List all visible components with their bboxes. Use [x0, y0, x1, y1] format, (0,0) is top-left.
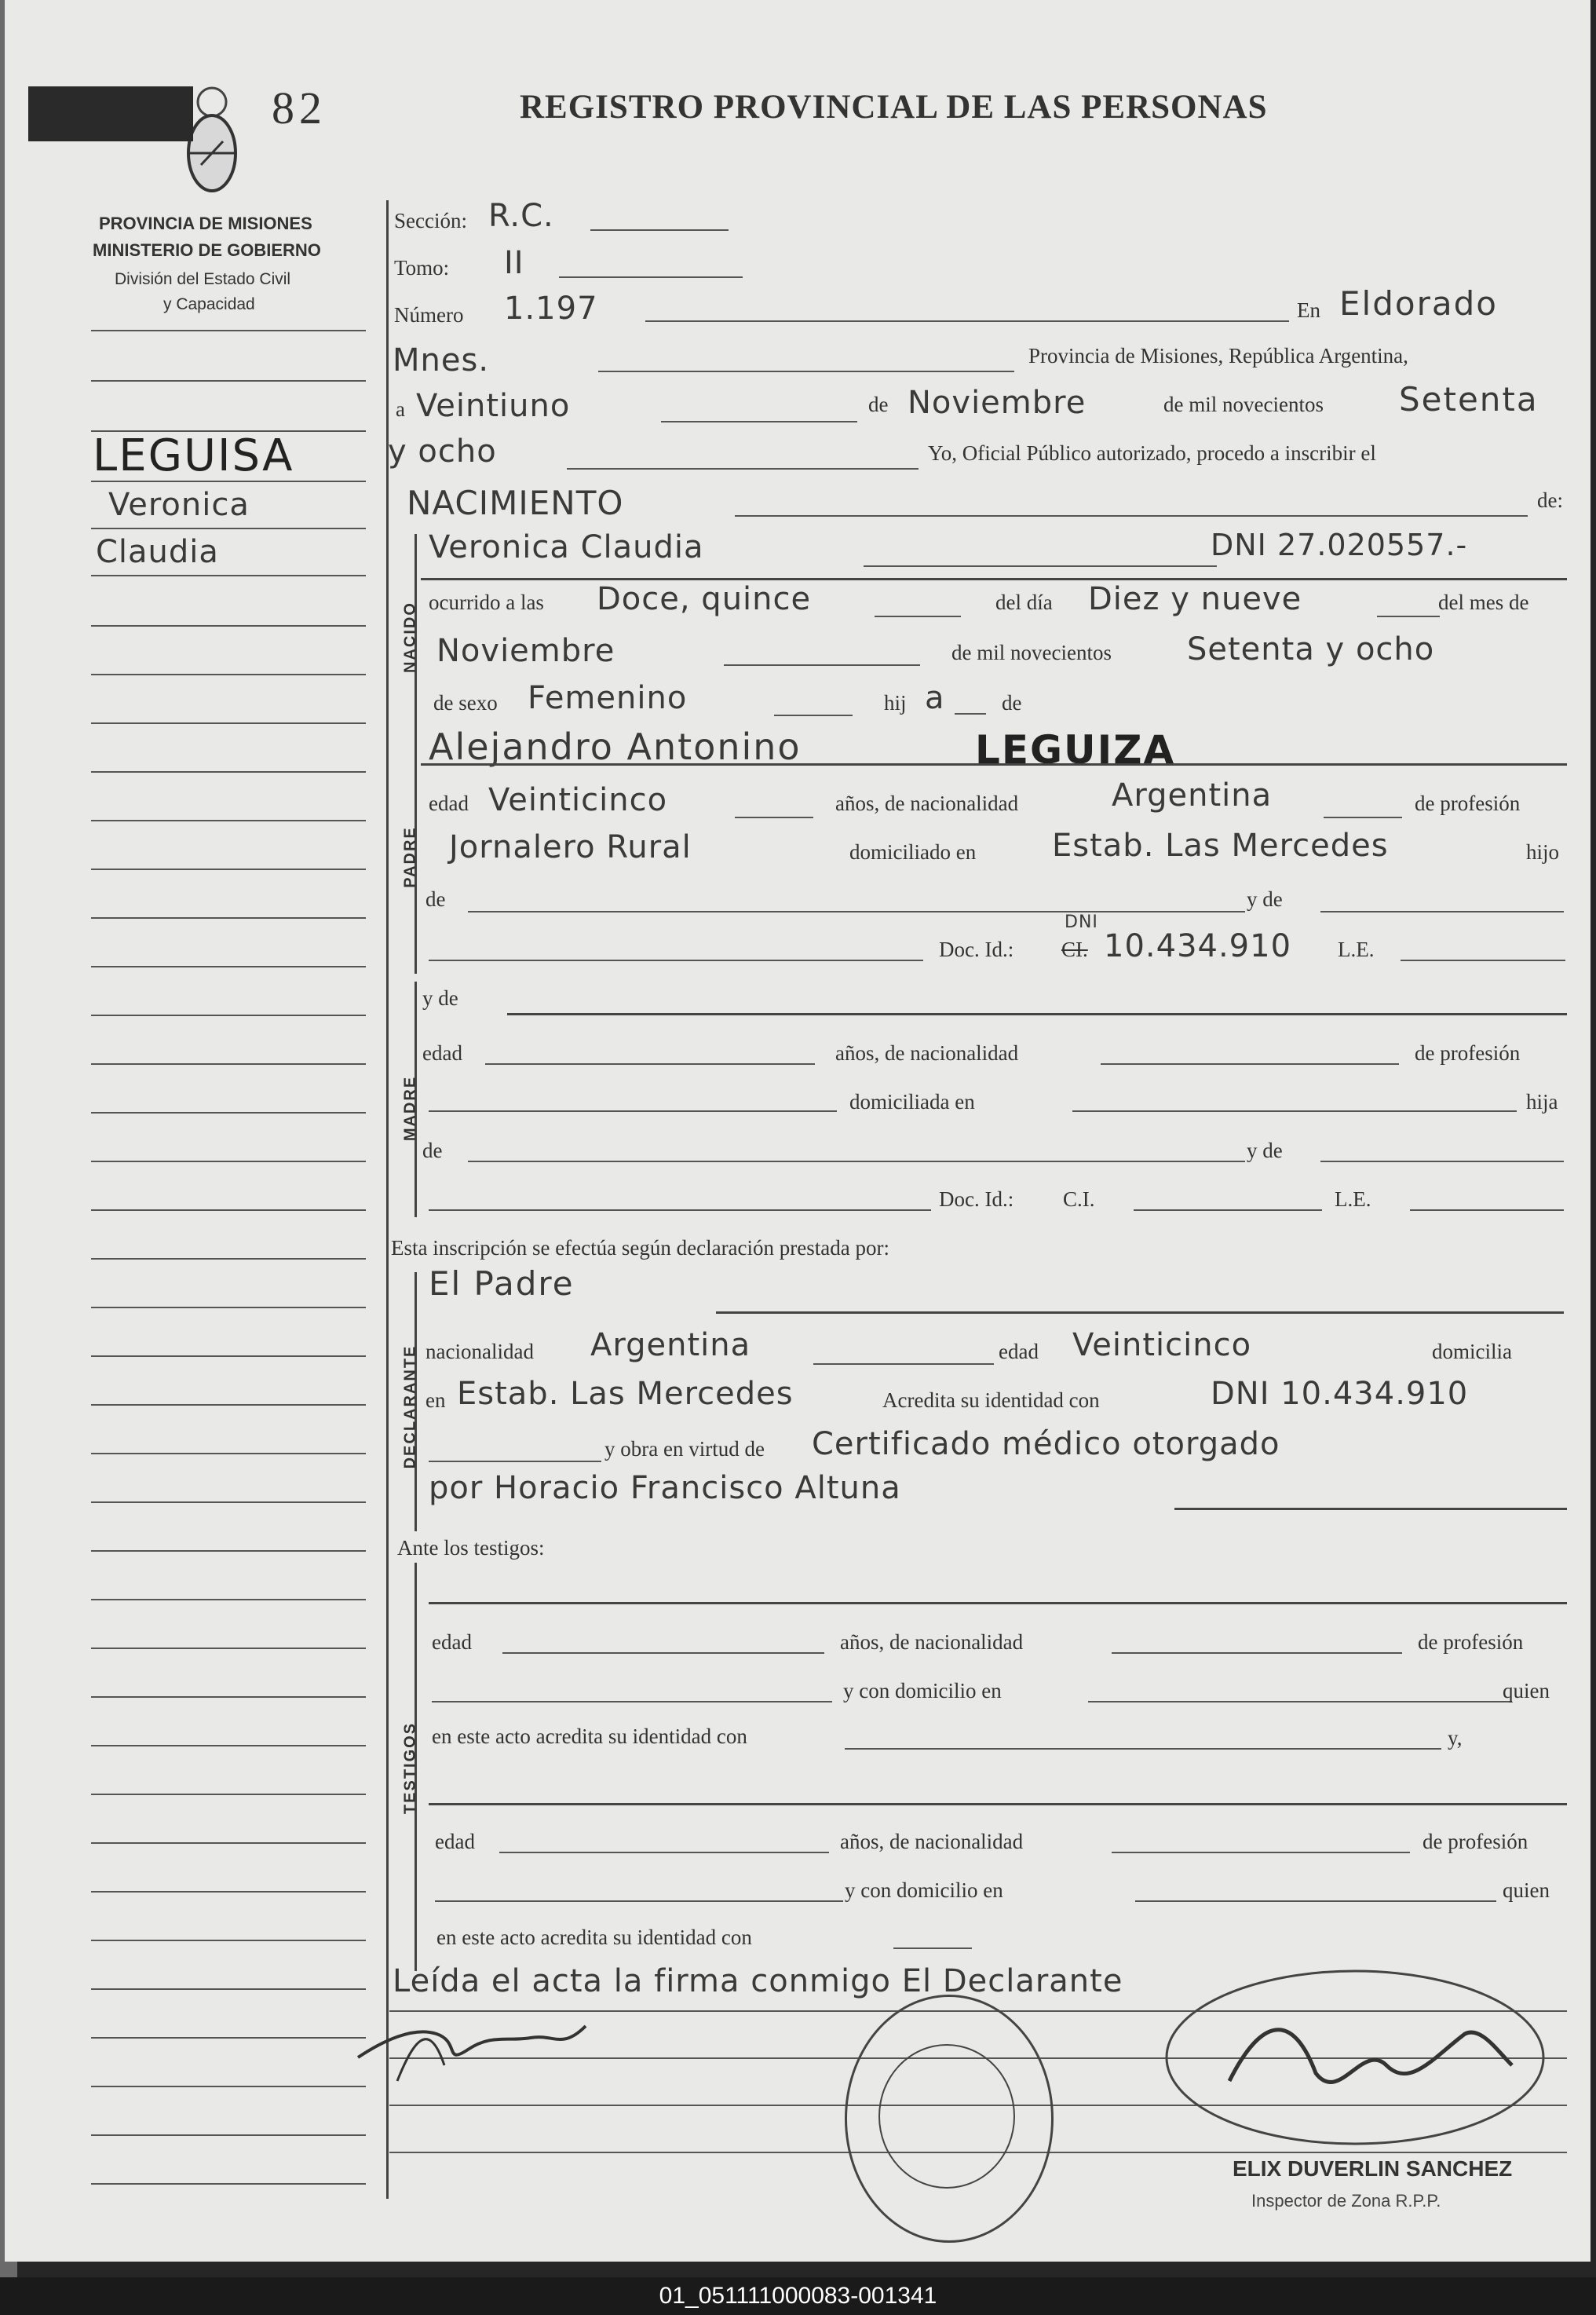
testigos-section-label: TESTIGOS	[401, 1721, 419, 1815]
declaracion-intro: Esta inscripción se efectúa según declaración prestada por:	[391, 1236, 889, 1260]
mother-dom-label: domiciliada en	[849, 1090, 975, 1114]
child-doc-number: DNI 27.020557.-	[1211, 528, 1468, 562]
division-line-1: División del Estado Civil	[115, 270, 291, 288]
witness1-y-label: y,	[1448, 1726, 1463, 1750]
de-colon-label: de:	[1537, 488, 1563, 512]
scan-footer	[0, 2277, 1596, 2315]
certificate-value-2: por Horacio Francisco Altuna	[429, 1470, 901, 1506]
scan-id: 01_051111000083-001341	[659, 2283, 937, 2309]
testigos-intro: Ante los testigos:	[397, 1536, 545, 1560]
father-prof-label: de profesión	[1415, 792, 1521, 815]
seccion-label: Sección:	[394, 209, 467, 232]
en-label: En	[1297, 298, 1320, 322]
hij-de-label: de	[1002, 691, 1022, 715]
witness1-quien-label: quien	[1503, 1679, 1550, 1702]
coat-of-arms-emblem	[187, 79, 237, 196]
division-line-2: y Capacidad	[163, 295, 255, 313]
margin-first-name: Veronica	[108, 487, 250, 523]
birth-day-value: Diez y nueve	[1088, 581, 1302, 617]
official-seal	[845, 1995, 1054, 2243]
mother-ci-label: C.I.	[1063, 1187, 1095, 1211]
father-nac-value: Argentina	[1112, 777, 1273, 814]
birth-time-value: Doce, quince	[597, 581, 812, 617]
witness1-edad-label: edad	[432, 1630, 472, 1654]
witness1-dom-label: y con domicilio en	[843, 1679, 1002, 1702]
tomo-value: II	[504, 245, 524, 281]
declarante-section-label: DECLARANTE	[401, 1344, 419, 1469]
declarante-dom-value: Estab. Las Mercedes	[457, 1376, 794, 1412]
witness2-edad-label: edad	[435, 1830, 475, 1853]
witness1-nac-label: años, de nacionalidad	[840, 1630, 1024, 1654]
father-prof-value: Jornalero Rural	[449, 829, 692, 865]
father-doc-number: 10.434.910	[1104, 928, 1292, 964]
month-value: Noviembre	[908, 385, 1087, 421]
declarante-domicilia-label: domicilia	[1432, 1340, 1512, 1363]
witness2-quien-label: quien	[1503, 1878, 1550, 1902]
seccion-value: R.C.	[488, 198, 554, 234]
father-de-label: de	[425, 887, 446, 911]
mother-edad-label: edad	[422, 1041, 462, 1065]
father-le-label: L.E.	[1338, 938, 1375, 961]
mother-nac-label: años, de nacionalidad	[835, 1041, 1019, 1065]
ministry-name: MINISTERIO DE GOBIERNO	[93, 240, 321, 260]
padre-section-label: PADRE	[401, 826, 419, 888]
mother-de-label: de	[422, 1139, 443, 1162]
tomo-label: Tomo:	[394, 256, 450, 280]
mother-y-de-label-2: y de	[1247, 1139, 1283, 1162]
ocurrido-label: ocurrido a las	[429, 591, 544, 614]
declarante-obra-label: y obra en virtud de	[604, 1437, 765, 1461]
birth-month-value: Noviembre	[436, 633, 615, 669]
witness2-nac-label: años, de nacionalidad	[840, 1830, 1024, 1853]
father-doc-label: Doc. Id.:	[939, 938, 1014, 961]
de-label: de	[868, 393, 889, 416]
official-name: ELIX DUVERLIN SANCHEZ	[1233, 2156, 1513, 2181]
nacido-section-label: NACIDO	[401, 602, 419, 673]
mother-y-de-label: y de	[422, 986, 458, 1010]
page-title: REGISTRO PROVINCIAL DE LAS PERSONAS	[520, 89, 1268, 126]
declarante-name: El Padre	[429, 1264, 575, 1303]
father-edad-label: edad	[429, 792, 469, 815]
birth-record-page	[5, 0, 1591, 2262]
father-y-de-label: y de	[1247, 887, 1283, 911]
mother-prof-label: de profesión	[1415, 1041, 1521, 1065]
father-doc-type-crossed: CI.	[1061, 938, 1088, 961]
declarante-nac-value: Argentina	[590, 1327, 751, 1363]
declarante-edad-value: Veinticinco	[1072, 1327, 1252, 1363]
year-value: Setenta	[1399, 380, 1539, 419]
numero-value: 1.197	[504, 291, 598, 327]
declarant-signature	[350, 1995, 617, 2105]
numero-label: Número	[394, 303, 464, 327]
sexo-label: de sexo	[433, 691, 498, 715]
official-signature	[1135, 1947, 1575, 2152]
hij-value: a	[925, 680, 945, 716]
a-label: a	[396, 397, 405, 421]
witness2-dom-label: y con domicilio en	[845, 1878, 1003, 1902]
day-value: Veintiuno	[416, 388, 571, 424]
madre-section-label: MADRE	[401, 1075, 419, 1142]
province-name: PROVINCIA DE MISIONES	[99, 214, 312, 233]
city-value-2: Mnes.	[393, 342, 490, 379]
margin-second-name: Claudia	[96, 534, 219, 570]
mother-doc-label: Doc. Id.:	[939, 1187, 1014, 1211]
official-title: Inspector de Zona R.P.P.	[1251, 2191, 1441, 2211]
del-mes-label: del mes de	[1438, 591, 1529, 614]
father-name: Alejandro Antonino	[429, 726, 802, 768]
year-value-2: y ocho	[388, 433, 497, 470]
form-left-border	[386, 200, 389, 2199]
father-dom-label: domiciliado en	[849, 840, 977, 864]
declarante-nac-label: nacionalidad	[425, 1340, 534, 1363]
province-country-text: Provincia de Misiones, República Argentina,	[1028, 344, 1408, 368]
del-dia-label: del día	[995, 591, 1053, 614]
child-name: Veronica Claudia	[429, 529, 704, 565]
father-surname: LEGUIZA	[975, 727, 1176, 773]
birth-mil-label: de mil novecientos	[951, 641, 1112, 664]
witness2-prof-label: de profesión	[1423, 1830, 1528, 1853]
margin-surname: LEGUISA	[93, 430, 294, 481]
father-hijo-label: hijo	[1526, 840, 1560, 864]
mother-hija-label: hija	[1526, 1090, 1558, 1114]
father-doc-type: DNI	[1065, 912, 1098, 932]
redaction-block	[28, 86, 193, 141]
mother-le-label: L.E.	[1335, 1187, 1371, 1211]
father-nac-label: años, de nacionalidad	[835, 792, 1019, 815]
father-edad-value: Veinticinco	[488, 782, 668, 818]
yo-oficial-text: Yo, Oficial Público autorizado, procedo a inscribir el	[928, 441, 1376, 465]
declarante-id-value: DNI 10.434.910	[1211, 1376, 1469, 1412]
sexo-value: Femenino	[528, 680, 688, 716]
act-type: NACIMIENTO	[407, 484, 624, 522]
certificate-value: Certificado médico otorgado	[812, 1426, 1280, 1462]
city-value: Eldorado	[1339, 284, 1498, 323]
declarante-acredita-label: Acredita su identidad con	[882, 1388, 1100, 1412]
witness1-prof-label: de profesión	[1418, 1630, 1524, 1654]
folio-number: 82	[272, 82, 327, 133]
mil-novecientos-label: de mil novecientos	[1163, 393, 1324, 416]
hij-label: hij	[884, 691, 907, 715]
witness1-acto-label: en este acto acredita su identidad con	[432, 1724, 747, 1748]
declarante-edad-label: edad	[999, 1340, 1039, 1363]
father-dom-value: Estab. Las Mercedes	[1052, 828, 1389, 864]
declarante-en-label: en	[425, 1388, 446, 1412]
witness2-acto-label: en este acto acredita su identidad con	[436, 1926, 752, 1949]
closing-statement: Leída el acta la firma conmigo El Declarante	[393, 1963, 1123, 1999]
birth-year-value: Setenta y ocho	[1187, 631, 1435, 667]
